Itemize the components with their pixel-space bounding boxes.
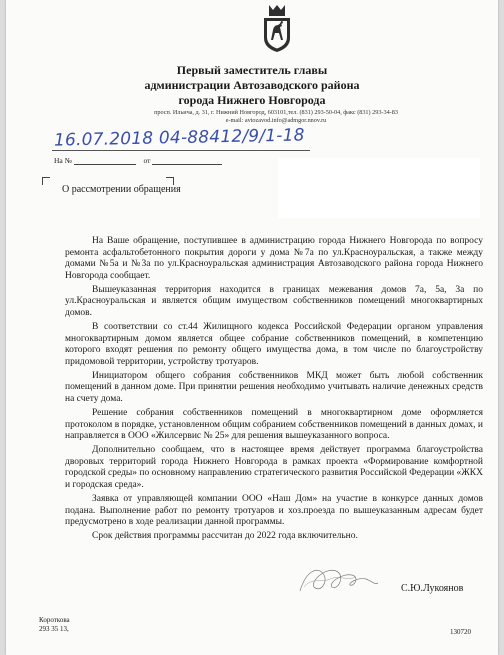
- paragraph-8: Срок действия программы рассчитан до 2022 года включительно.: [92, 531, 358, 542]
- paragraph-4: Инициатором общего собрания собственников МКД может быть любой собственник помещений в данном доме. При принятии решения необходимо учитывать наличие денежных средств на счету дома.: [65, 370, 483, 404]
- reference-date-label: от: [143, 156, 151, 165]
- executor-phone: 293 35 13,: [39, 625, 69, 633]
- header-line-2: администрации Автозаводского района: [144, 78, 360, 92]
- executor-name: Короткова: [39, 616, 70, 624]
- letter-page: [6, 0, 498, 655]
- date-number-underline: [52, 150, 310, 151]
- header-line-3: города Нижнего Новгорода: [178, 93, 326, 107]
- header-address: просп. Ильича, д. 31, г. Нижний Новгород, 603101,тел. (831) 293-50-04, факс (831) 293-34-83: [154, 109, 398, 116]
- paragraph-1: На Ваше обращение, поступившее в администрацию города Нижнего Новгорода по вопросу ремонта асфальтобетонного покрытия дороги у дома №7а по ул.Красноуральская, а также между домами №5а и №3а по ул.Красноуральская администрация Автозаводского района города Нижнего Новгорода сообщает.: [65, 236, 483, 281]
- reference-date-field: [152, 156, 222, 165]
- redacted-addressee: [278, 158, 480, 218]
- signature-mark: [292, 557, 382, 603]
- reference-line: [54, 156, 222, 165]
- header-line-1: Первый заместитель главы: [176, 63, 328, 77]
- executor-info: [39, 616, 70, 634]
- reference-number-field: [74, 156, 136, 165]
- subject-corner-left: [42, 177, 50, 185]
- paragraph-5: Решение собрания собственников помещений в многоквартирном доме оформляется протоколом в порядке, установленном общим собранием собственников помещений в данных домах, и направляется в ООО «Жилсервис № 25» для решения вышеуказанного вопроса.: [65, 408, 483, 442]
- document-code: 130720: [450, 628, 471, 636]
- handwritten-date-number: 16.07.2018 04-88412/9/1-18: [53, 125, 305, 151]
- letter-subject: О рассмотрении обращения: [62, 184, 181, 195]
- coat-of-arms-icon: [260, 2, 294, 54]
- header-email: e-mail: avtozavod.info@admgor.nnov.ru: [225, 117, 327, 124]
- letter-body: [65, 236, 483, 545]
- paragraph-2: Вышеуказанная территория находится в границах межевания домов 7а, 5а, 3а по ул.Красноуральская и является общим имуществом собственников помещений многоквартирных домов.: [65, 284, 483, 318]
- signatory-name: С.Ю.Лукоянов: [401, 583, 464, 594]
- paragraph-6: Дополнительно сообщаем, что в настоящее время действует программа благоустройства дворовых территорий города Нижнего Новгорода в рамках проекта «Формирование комфортной городской среды» по основному направлению стратегического развития Российской Федерации «ЖКХ и городская среда».: [65, 445, 483, 490]
- paragraph-3: В соответствии со ст.44 Жилищного кодекса Российской Федерации органом управления многоквартирным домом является общее собрание собственников помещений, в компетенцию которого входят решения по ремонту общего имущества дома, в том числе по благоустройству придомовой территории, устройству тротуаров.: [65, 322, 483, 367]
- paragraph-7: Заявка от управляющей компании ООО «Наш Дом» на участие в конкурсе данных домов подана. Выполнение работ по ремонту тротуаров и хоз.проезда по вышеуказанным адресам будет предусмотрено в ходе реализации данной программы.: [65, 494, 483, 528]
- reference-number-label: На №: [54, 156, 72, 165]
